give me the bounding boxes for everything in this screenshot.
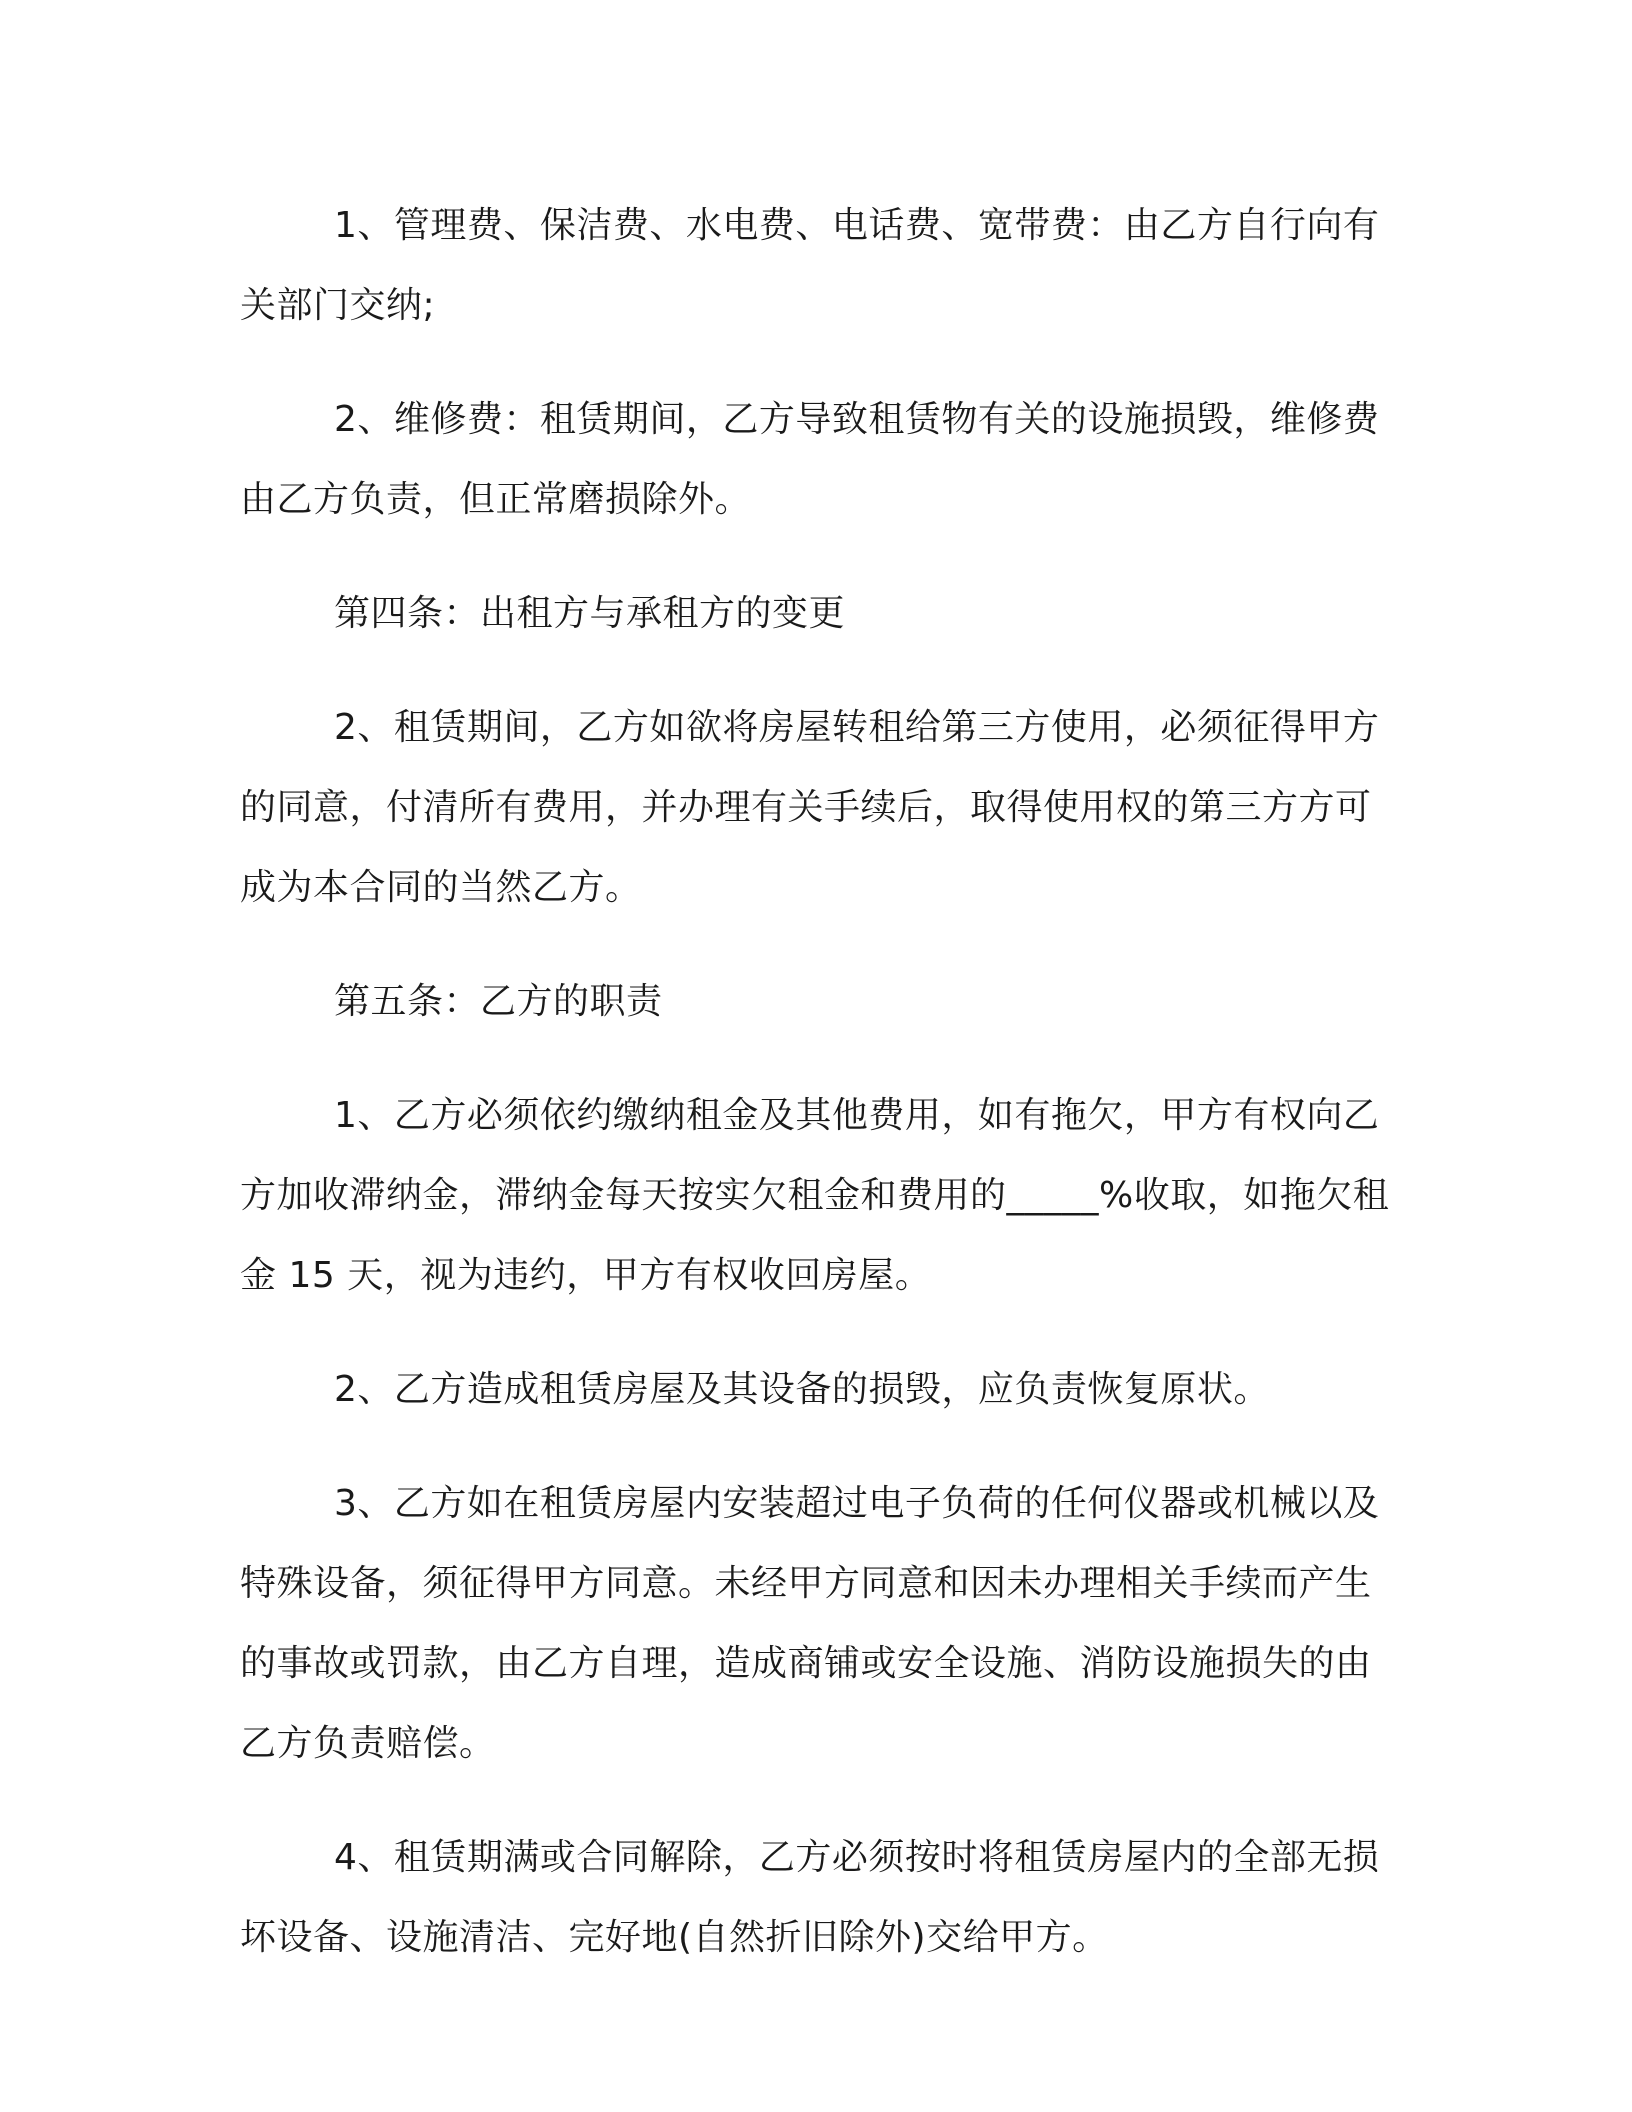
- clause-fees-repair: 2、维修费：租赁期间，乙方导致租赁物有关的设施损毁，维修费由乙方负责，但正常磨损除外。: [240, 399, 1380, 520]
- article-four-heading: 第四条：出租方与承租方的变更: [334, 593, 846, 634]
- clause-damage-restore: 2、乙方造成租赁房屋及其设备的损毁，应负责恢复原状。: [334, 1369, 1270, 1410]
- clause-lease-end-return: 4、租赁期满或合同解除，乙方必须按时将租赁房屋内的全部无损坏设备、设施清洁、完好地(自然折旧除外)交给甲方。: [240, 1837, 1380, 1958]
- clause-sublease: 2、租赁期间，乙方如欲将房屋转租给第三方使用，必须征得甲方的同意，付清所有费用，并办理有关手续后，取得使用权的第三方方可成为本合同的当然乙方。: [240, 707, 1380, 908]
- clause-equipment-install: 3、乙方如在租赁房屋内安装超过电子负荷的任何仪器或机械以及特殊设备，须征得甲方同意。未经甲方同意和因未办理相关手续而产生的事故或罚款，由乙方自理，造成商铺或安全设施、消防设施损失的由乙方负责赔偿。: [240, 1483, 1380, 1764]
- clause-rent-payment: 1、乙方必须依约缴纳租金及其他费用，如有拖欠，甲方有权向乙方加收滞纳金，滞纳金每天按实欠租金和费用的_____%收取，如拖欠租金 15 天，视为违约，甲方有权收回房屋。: [240, 1095, 1390, 1296]
- document-body: [240, 186, 1390, 2012]
- article-five-heading: 第五条：乙方的职责: [334, 981, 663, 1022]
- clause-fees-management: 1、管理费、保洁费、水电费、电话费、宽带费：由乙方自行向有关部门交纳;: [240, 205, 1380, 326]
